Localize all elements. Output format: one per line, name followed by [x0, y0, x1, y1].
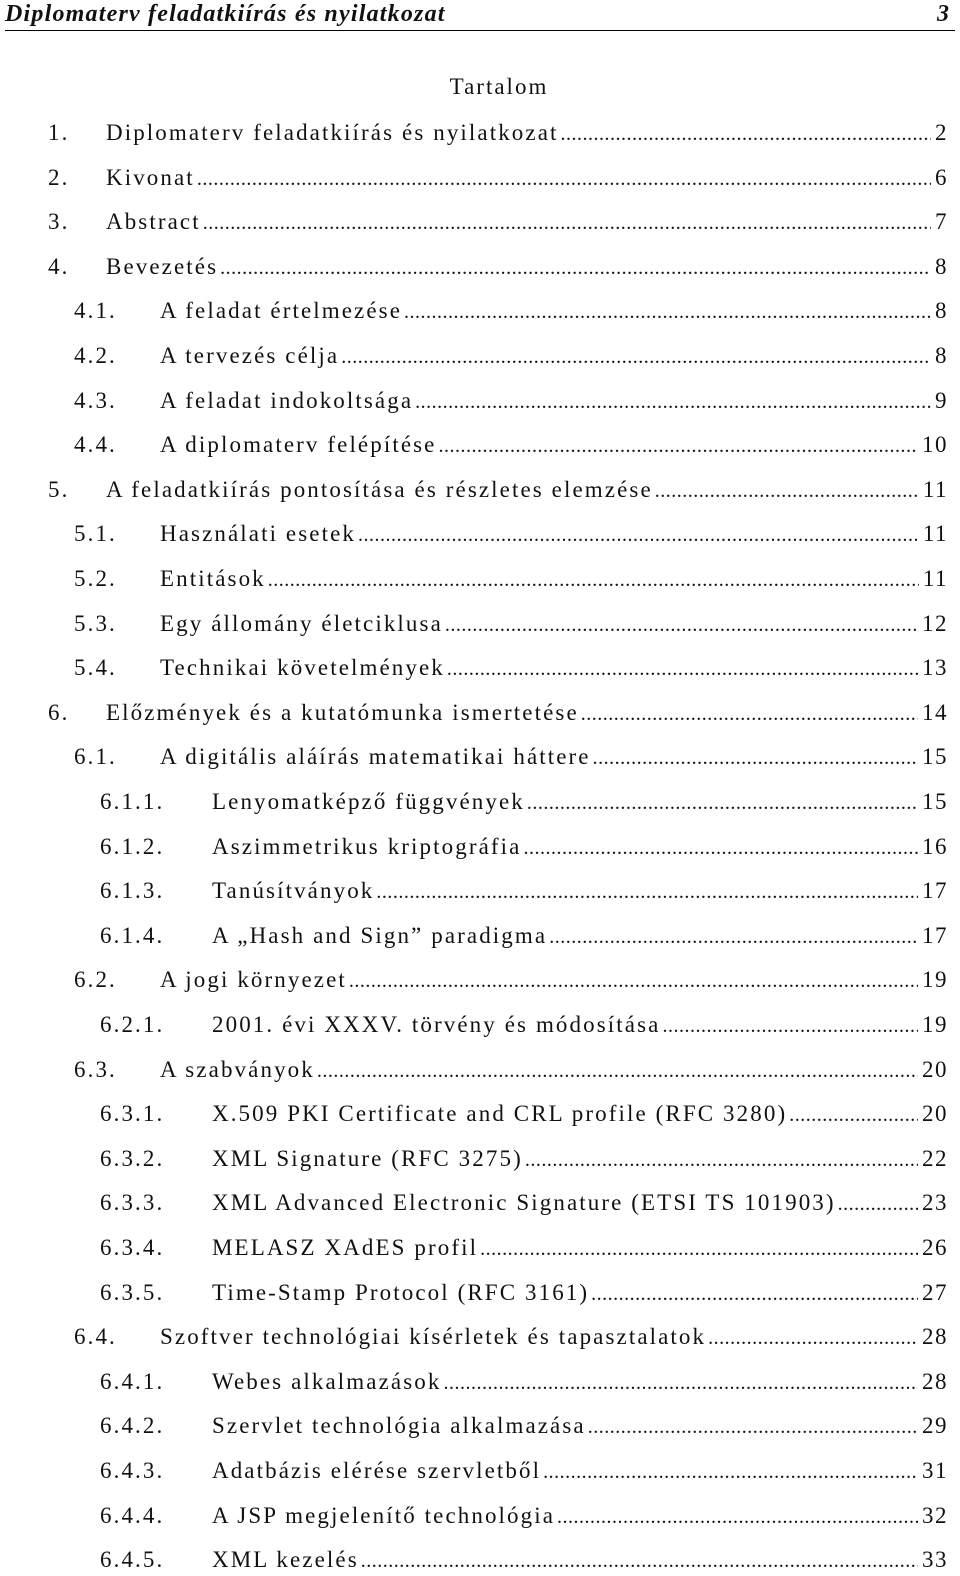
- toc-entry-page: 33: [922, 1547, 948, 1573]
- toc-entry[interactable]: [100, 1099, 948, 1129]
- toc-entry-page: 13: [922, 655, 948, 681]
- toc-entry-title: Abstract: [106, 209, 201, 235]
- toc-entry-title: A JSP megjelenítő technológia: [212, 1502, 556, 1528]
- toc-entry-title: A feladat értelmezése: [160, 298, 403, 324]
- toc-entry-number: 3.: [48, 209, 70, 235]
- toc-entry-page: 11: [922, 566, 948, 591]
- toc-entry-number: 5.2.: [74, 566, 117, 591]
- toc-entry-title: Szoftver technológiai kísérletek és tapasztalatok: [160, 1324, 707, 1350]
- toc-entry[interactable]: [48, 163, 948, 193]
- toc-entry[interactable]: [100, 1501, 948, 1531]
- toc-entry-page: 11: [922, 476, 948, 502]
- toc-dot-leader: [415, 387, 931, 417]
- header-title: Diplomaterv feladatkiírás és nyilatkozat: [5, 1, 446, 27]
- toc-entry-title: A diplomaterv felépítése: [160, 432, 437, 458]
- toc-entry[interactable]: [100, 787, 948, 817]
- toc-entry-number: 4.: [48, 253, 70, 279]
- toc-dot-leader: [268, 565, 919, 595]
- toc-dot-leader: [557, 1502, 918, 1532]
- toc-entry-number: 4.1.: [74, 298, 117, 324]
- toc-dot-leader: [447, 654, 918, 684]
- toc-entry-title: XML Signature (RFC 3275): [212, 1145, 523, 1171]
- toc-entry-page: 16: [922, 833, 948, 859]
- toc-entry-page: 20: [922, 1056, 948, 1082]
- toc-entry-number: 4.2.: [74, 343, 117, 368]
- toc-entry[interactable]: [74, 519, 948, 549]
- toc-entry-title: Használati esetek: [160, 521, 356, 547]
- toc-entry[interactable]: [100, 1144, 948, 1174]
- toc-entry-page: 31: [922, 1458, 948, 1483]
- toc-entry-title: Adatbázis elérése szervletből: [212, 1458, 542, 1483]
- toc-entry[interactable]: [100, 1233, 948, 1263]
- toc-entry[interactable]: [74, 430, 948, 460]
- toc-entry-number: 6.2.1.: [100, 1012, 165, 1037]
- header-page-number: 3: [937, 1, 949, 27]
- toc-entry-page: 32: [922, 1502, 948, 1528]
- toc-entry-number: 5.3.: [74, 610, 117, 636]
- toc-entry-title: Előzmények és a kutatómunka ismertetése: [106, 699, 579, 725]
- toc-entry-page: 22: [922, 1145, 948, 1171]
- toc-dot-leader: [203, 208, 931, 238]
- toc-entry[interactable]: [100, 1278, 948, 1308]
- toc-dot-leader: [525, 1145, 918, 1175]
- toc-entry[interactable]: [74, 742, 948, 772]
- toc-entry-number: 6.2.: [74, 967, 117, 993]
- toc-entry[interactable]: [74, 1055, 948, 1085]
- toc-dot-leader: [561, 119, 931, 149]
- toc-entry-number: 6.1.1.: [100, 789, 165, 814]
- toc-entry-number: 6.4.1.: [100, 1368, 165, 1394]
- toc-entry-page: 15: [922, 744, 948, 770]
- toc-entry-page: 10: [922, 432, 948, 458]
- toc-entry-number: 5.1.: [74, 521, 117, 547]
- toc-entry-page: 14: [922, 699, 948, 725]
- toc-entry-page: 28: [922, 1324, 948, 1350]
- toc-entry[interactable]: [100, 1188, 948, 1218]
- toc-entry-number: 6.4.: [74, 1324, 117, 1350]
- toc-entry-title: Egy állomány életciklusa: [160, 610, 443, 636]
- toc-dot-leader: [655, 476, 919, 506]
- toc-entry-title: A tervezés célja: [160, 343, 340, 368]
- toc-entry[interactable]: [74, 653, 948, 683]
- toc-entry[interactable]: [100, 832, 948, 862]
- toc-dot-leader: [593, 743, 918, 773]
- toc-entry[interactable]: [100, 1545, 948, 1575]
- toc-entry-page: 19: [922, 1012, 948, 1037]
- toc-entry-page: 8: [935, 253, 948, 279]
- toc-entry[interactable]: [48, 475, 948, 505]
- toc-entry-page: 20: [922, 1101, 948, 1127]
- toc-dot-leader: [523, 833, 918, 863]
- toc-title: Tartalom: [449, 74, 549, 99]
- toc-entry-title: XML kezelés: [212, 1547, 359, 1573]
- toc-entry-page: 12: [922, 610, 948, 636]
- toc-entry[interactable]: [74, 296, 948, 326]
- toc-entry[interactable]: [74, 564, 948, 594]
- toc-entry-page: 29: [922, 1413, 948, 1439]
- toc-entry-number: 4.4.: [74, 432, 117, 458]
- toc-entry-page: 15: [922, 789, 948, 814]
- toc-dot-leader: [708, 1323, 918, 1353]
- toc-entry-number: 6.4.4.: [100, 1502, 165, 1528]
- toc-entry-number: 6.4.3.: [100, 1458, 165, 1483]
- toc-dot-leader: [376, 877, 918, 907]
- toc-entry-number: 6.3.2.: [100, 1145, 165, 1171]
- toc-entry-page: 17: [922, 922, 948, 948]
- toc-entry-title: Time-Stamp Protocol (RFC 3161): [212, 1279, 590, 1305]
- toc-entry-number: 6.4.5.: [100, 1547, 165, 1573]
- toc-entry-page: 2: [935, 120, 948, 145]
- toc-entry-number: 6.3.3.: [100, 1190, 165, 1216]
- toc-entry[interactable]: [74, 1322, 948, 1352]
- toc-entry-number: 6.3.5.: [100, 1279, 165, 1305]
- toc-dot-leader: [549, 922, 918, 952]
- toc-entry-title: A feladatkiírás pontosítása és részletes elemzése: [106, 476, 653, 502]
- toc-entry-page: 11: [922, 521, 948, 547]
- toc-entry-title: XML Advanced Electronic Signature (ETSI TS 101903): [212, 1190, 836, 1216]
- toc-entry-number: 6.: [48, 699, 70, 725]
- toc-dot-leader: [527, 788, 918, 818]
- toc-entry-title: Kivonat: [106, 164, 195, 190]
- toc-entry-title: MELASZ XAdES profil: [212, 1235, 479, 1260]
- toc-dot-leader: [789, 1100, 918, 1130]
- toc-entry[interactable]: [74, 965, 948, 995]
- toc-entry[interactable]: [100, 1010, 948, 1040]
- toc-dot-leader: [581, 699, 918, 729]
- toc-entry-title: 2001. évi XXXV. törvény és módosítása: [212, 1012, 661, 1037]
- toc-entry-page: 7: [935, 209, 948, 235]
- toc-dot-leader: [197, 164, 931, 194]
- toc-entry[interactable]: [74, 341, 948, 371]
- toc-dot-leader: [588, 1412, 918, 1442]
- toc-entry-page: 8: [935, 343, 948, 368]
- toc-entry-number: 6.3.: [74, 1056, 117, 1082]
- toc-entry-title: Bevezetés: [106, 253, 219, 279]
- toc-entry-title: A „Hash and Sign” paradigma: [212, 922, 548, 948]
- toc-entry-title: Aszimmetrikus kriptográfia: [212, 833, 522, 859]
- toc-entry[interactable]: [48, 252, 948, 282]
- toc-dot-leader: [349, 966, 918, 996]
- toc-entry[interactable]: [48, 698, 948, 728]
- toc-entry-page: 23: [922, 1190, 948, 1216]
- toc-entry-page: 28: [922, 1368, 948, 1394]
- toc-dot-leader: [543, 1457, 918, 1487]
- toc-dot-leader: [358, 520, 919, 550]
- toc-dot-leader: [317, 1056, 918, 1086]
- toc-dot-leader: [443, 1368, 918, 1398]
- toc-entry-title: Tanúsítványok: [212, 878, 375, 904]
- toc-entry-title: Technikai követelmények: [160, 655, 445, 681]
- toc-entry-page: 26: [922, 1235, 948, 1260]
- toc-entry[interactable]: [74, 609, 948, 639]
- toc-entry-title: A digitális aláírás matematikai háttere: [160, 744, 591, 770]
- toc-entry-page: 19: [922, 967, 948, 993]
- toc-dot-leader: [662, 1011, 918, 1041]
- toc-entry-number: 2.: [48, 164, 70, 190]
- toc-entry-title: Szervlet technológia alkalmazása: [212, 1413, 586, 1439]
- toc-entry-page: 17: [922, 878, 948, 904]
- toc-entry-title: X.509 PKI Certificate and CRL profile (RFC 3280): [212, 1101, 788, 1127]
- toc-entry-title: Diplomaterv feladatkiírás és nyilatkozat: [106, 120, 559, 145]
- toc-entry[interactable]: [100, 1367, 948, 1397]
- toc-entry[interactable]: [74, 386, 948, 416]
- toc-entry-number: 5.: [48, 476, 70, 502]
- toc-entry-number: 6.1.: [74, 744, 117, 770]
- toc-entry-title: A szabványok: [160, 1056, 315, 1082]
- toc-entry-page: 9: [935, 387, 948, 413]
- toc-entry-number: 6.1.2.: [100, 833, 165, 859]
- toc-dot-leader: [480, 1234, 918, 1264]
- toc-dot-leader: [341, 342, 931, 372]
- toc-dot-leader: [439, 431, 919, 461]
- toc-entry[interactable]: [100, 1456, 948, 1486]
- toc-dot-leader: [404, 297, 931, 327]
- toc-entry-title: Lenyomatképző függvények: [212, 789, 525, 814]
- toc-entry-title: A feladat indokoltsága: [160, 387, 414, 413]
- toc-entry-number: 6.1.3.: [100, 878, 165, 904]
- toc-entry-number: 1.: [48, 120, 70, 145]
- toc-entry-number: 4.3.: [74, 387, 117, 413]
- toc-entry-number: 6.3.4.: [100, 1235, 165, 1260]
- toc-entry-title: A jogi környezet: [160, 967, 347, 993]
- toc-entry-title: Entitások: [160, 566, 266, 591]
- toc-entry[interactable]: [48, 118, 948, 148]
- toc-dot-leader: [445, 610, 918, 640]
- toc-entry[interactable]: [100, 921, 948, 951]
- toc-entry-number: 6.1.4.: [100, 922, 165, 948]
- toc-entry-page: 8: [935, 298, 948, 324]
- toc-entry-title: Webes alkalmazások: [212, 1368, 442, 1394]
- toc-dot-leader: [591, 1279, 918, 1309]
- toc-entry[interactable]: [100, 876, 948, 906]
- toc-entry-number: 6.3.1.: [100, 1101, 165, 1127]
- toc-entry-number: 5.4.: [74, 655, 117, 681]
- toc-entry[interactable]: [48, 207, 948, 237]
- toc-dot-leader: [220, 253, 931, 283]
- toc-entry[interactable]: [100, 1411, 948, 1441]
- toc-entry-number: 6.4.2.: [100, 1413, 165, 1439]
- toc-dot-leader: [838, 1189, 918, 1219]
- toc-entry-page: 6: [935, 164, 948, 190]
- toc-entry-page: 27: [922, 1279, 948, 1305]
